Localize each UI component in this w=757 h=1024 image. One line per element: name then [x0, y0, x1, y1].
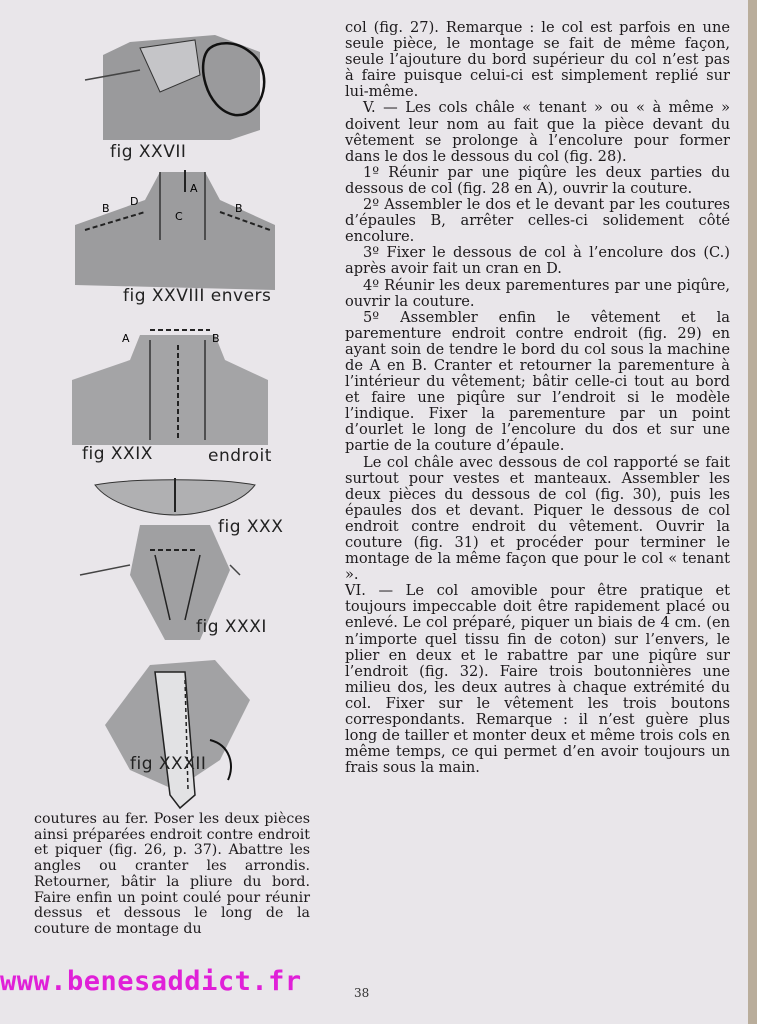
section-v-paragraph: V. — Les cols châle « tenant » ou « à même » doivent leur nom au fait que la pièce devant du vêtement se prolonge à l’encolure pour former dans le dos le dessous du col (fig. 28). [345, 99, 730, 165]
fig-29-label: fig XXIX [82, 444, 153, 464]
fig28-letter-b-left: B [102, 202, 110, 215]
figure-32-collar [105, 660, 250, 808]
left-column-text: coutures au fer. Poser les deux pièces ainsi préparées endroit contre endroit et piquer (fig. 26, p. 37). Abattre les angles ou cranter les arrondis. Retourner, bâtir la pliure du bord. Faire enfin un point coulé pour réunir dessus et dessous le long de la couture de montage du [34, 811, 310, 937]
fig28-letter-d: D [130, 195, 139, 208]
figure-27-collar [85, 35, 264, 140]
fig28-letter-b-right: B [235, 202, 243, 215]
step-4: 4º Réunir les deux parementures par une piqûre, ouvrir la couture. [345, 276, 730, 310]
fig29-letter-a: A [122, 332, 130, 345]
figure-30-collar [95, 478, 255, 515]
step-1: 1º Réunir par une piqûre les deux parties du dessous de col (fig. 28 en A), ouvrir la couture. [345, 163, 730, 197]
fig-30-label: fig XXX [218, 517, 284, 537]
step-2: 2º Assembler le dos et le devant par les coutures d’épaules B, arrêter celles-ci solidement côté encolure. [345, 196, 730, 246]
page-number: 38 [354, 986, 370, 1000]
watermark-url: www.benesaddict.fr [0, 966, 302, 997]
fig-28-label: fig XXVIII envers [123, 286, 272, 306]
right-column-text [345, 20, 730, 776]
col-chale-paragraph: Le col châle avec dessous de col rapporté se fait surtout pour vestes et manteaux. Assembler les deux pièces du dessous de col (fig. 30), puis les épaules dos et devant. Piquer le dessous de col endroit contre endroit du vêtement. Ouvrir la couture (fig. 31) et procéder pour terminer le montage de la même façon que pour le col « tenant ». [345, 453, 730, 584]
fig-31-label: fig XXXI [196, 617, 267, 637]
paragraph: col (fig. 27). Remarque : le col est parfois en une seule pièce, le montage se fait de même façon, seule l’ajouture du bord supérieur du col n’est pas à faire puisque celui-ci est simplement replié sur lui-même. [345, 19, 730, 101]
section-vi-paragraph: VI. — Le col amovible pour être pratique et toujours impeccable doit être rapidement placé ou enlevé. Le col préparé, piquer un biais de 4 cm. (en n’importe quel tissu fin de coton) sur l’envers, le plier en deux et le rabattre par une piqûre sur l’endroit (fig. 32). Faire trois boutonnières une milieu dos, les deux autres à chaque extrémité du col. Fixer sur le vêtement les trois boutons correspondants. Remarque : il n’est guère plus long de tailler et monter deux et même trois cols en même temps, ce qui permet d’en avoir toujours un frais sous la main. [345, 582, 730, 777]
fig29-letter-b: B [212, 332, 220, 345]
fig28-letter-c: C [175, 210, 183, 223]
step-5: 5º Assembler enfin le vêtement et la parementure endroit contre endroit (fig. 29) en ayant soin de tendre le bord du col sous la machine de A en B. Cranter et retourner la parementure à l’intérieur du vêtement; bâtir celle-ci tout au bord et faire une piqûre sur l’endroit si le modèle l’indique. Fixer la parementure par un point d’ourlet le long de l’encolure du dos et sur une partie de la couture d’épaule. [345, 308, 730, 455]
fig28-letter-a: A [190, 182, 198, 195]
fig-27-label: fig XXVII [110, 142, 187, 162]
figure-28-collar [75, 170, 275, 290]
fig-32-label: fig XXXII [130, 754, 207, 774]
fig-29-endroit: endroit [208, 446, 272, 466]
figure-29-collar [72, 330, 268, 445]
step-3: 3º Fixer le dessous de col à l’encolure dos (C.) après avoir fait un cran en D. [345, 244, 730, 278]
